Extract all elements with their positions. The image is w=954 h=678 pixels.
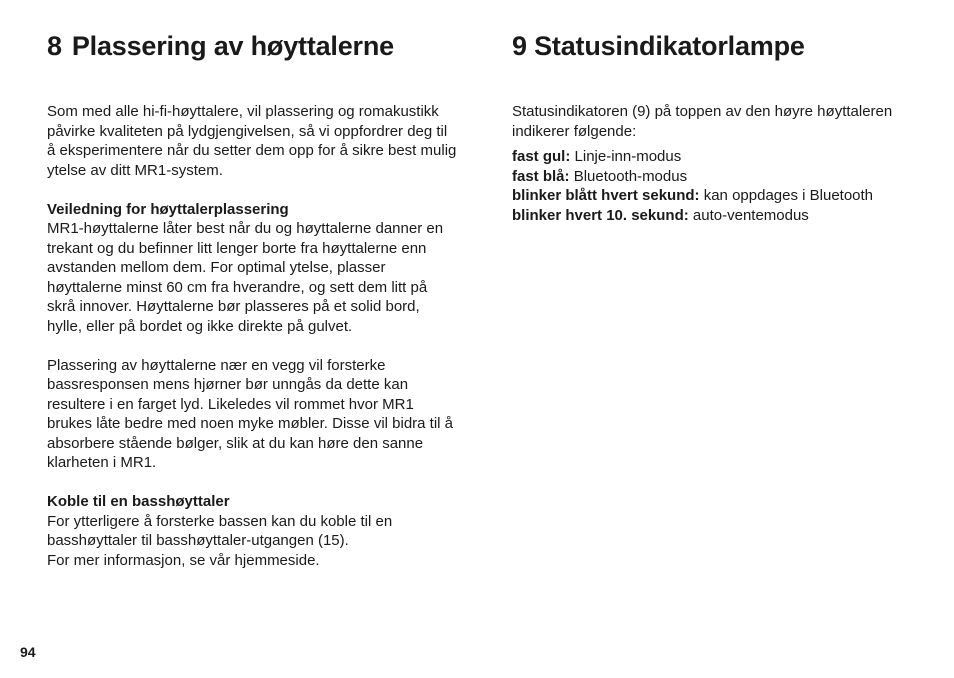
status-value: auto-ventemodus [692, 206, 809, 224]
section-heading: 9 Statusindikatorlampe [512, 31, 805, 61]
status-value: kan oppdages i Bluetooth [703, 187, 874, 204]
status-label: blinker blått hvert sekund: [512, 187, 700, 204]
subwoofer-paragraph: For ytterligere å forsterke bassen kan du koble til en basshøyttaler til basshøyttaler-utgangen (15). [47, 512, 393, 549]
wall-paragraph: Plassering av høyttalerne nær en vegg vil forsterke bassresponsen mens hjørner bør unngås da dette kan resultere i en farget lyd. Likeledes vil rommet hvor MR1 brukes låte bedre med noen myke møbler. Disse vil bidra til å absorbere stående bølger, slik at du kan høre den sanne klarheten i MR1. [47, 356, 454, 471]
subwoofer-subheading: Koble til en basshøyttaler [47, 493, 230, 510]
intro-paragraph: Som med alle hi-fi-høyttalere, vil plassering og romakustikk påvirke kvaliteten på lydgjengivelsen, så vi oppfordrer deg til å eksperimentere når du setter dem opp for å sikre best mulig ytelse av ditt MR1-system. [47, 103, 457, 179]
section-body [47, 102, 457, 570]
status-intro: Statusindikatoren (9) på toppen av den høyre høyttaleren indikerer følgende: [512, 103, 893, 140]
status-label: blinker hvert 10. sekund: [512, 206, 689, 224]
more-info-text: For mer informasjon, se vår hjemmeside. [47, 551, 320, 569]
section-body [512, 102, 932, 225]
status-value: Bluetooth-modus [573, 167, 688, 185]
status-item [512, 147, 932, 167]
status-item [512, 167, 932, 187]
status-item [512, 206, 932, 226]
guide-subheading: Veiledning for høyttalerplassering [47, 200, 289, 218]
guide-paragraph: MR1-høyttalerne låter best når du og høyttalerne danner en trekant og du befinner litt lenger borte fra høyttalerne enn avstanden mellom dem. For optimal ytelse, plasser høyttalerne minst 60 cm fra hverandre, og sett dem litt på skrå innover. Høyttalerne bør plasseres på et solid bord, hylle, eller på bordet og ikke direkte på gulvet. [47, 220, 444, 335]
status-list [512, 147, 932, 225]
status-value: Linje-inn-modus [574, 148, 682, 165]
status-label: fast gul: [512, 148, 571, 165]
section-heading [47, 28, 394, 64]
status-label: fast blå: [512, 167, 570, 185]
section-title: Plassering av høyttalerne [71, 31, 394, 61]
section-number: 8 [47, 31, 62, 61]
status-item [512, 186, 932, 206]
page-number: 94 [20, 644, 36, 660]
